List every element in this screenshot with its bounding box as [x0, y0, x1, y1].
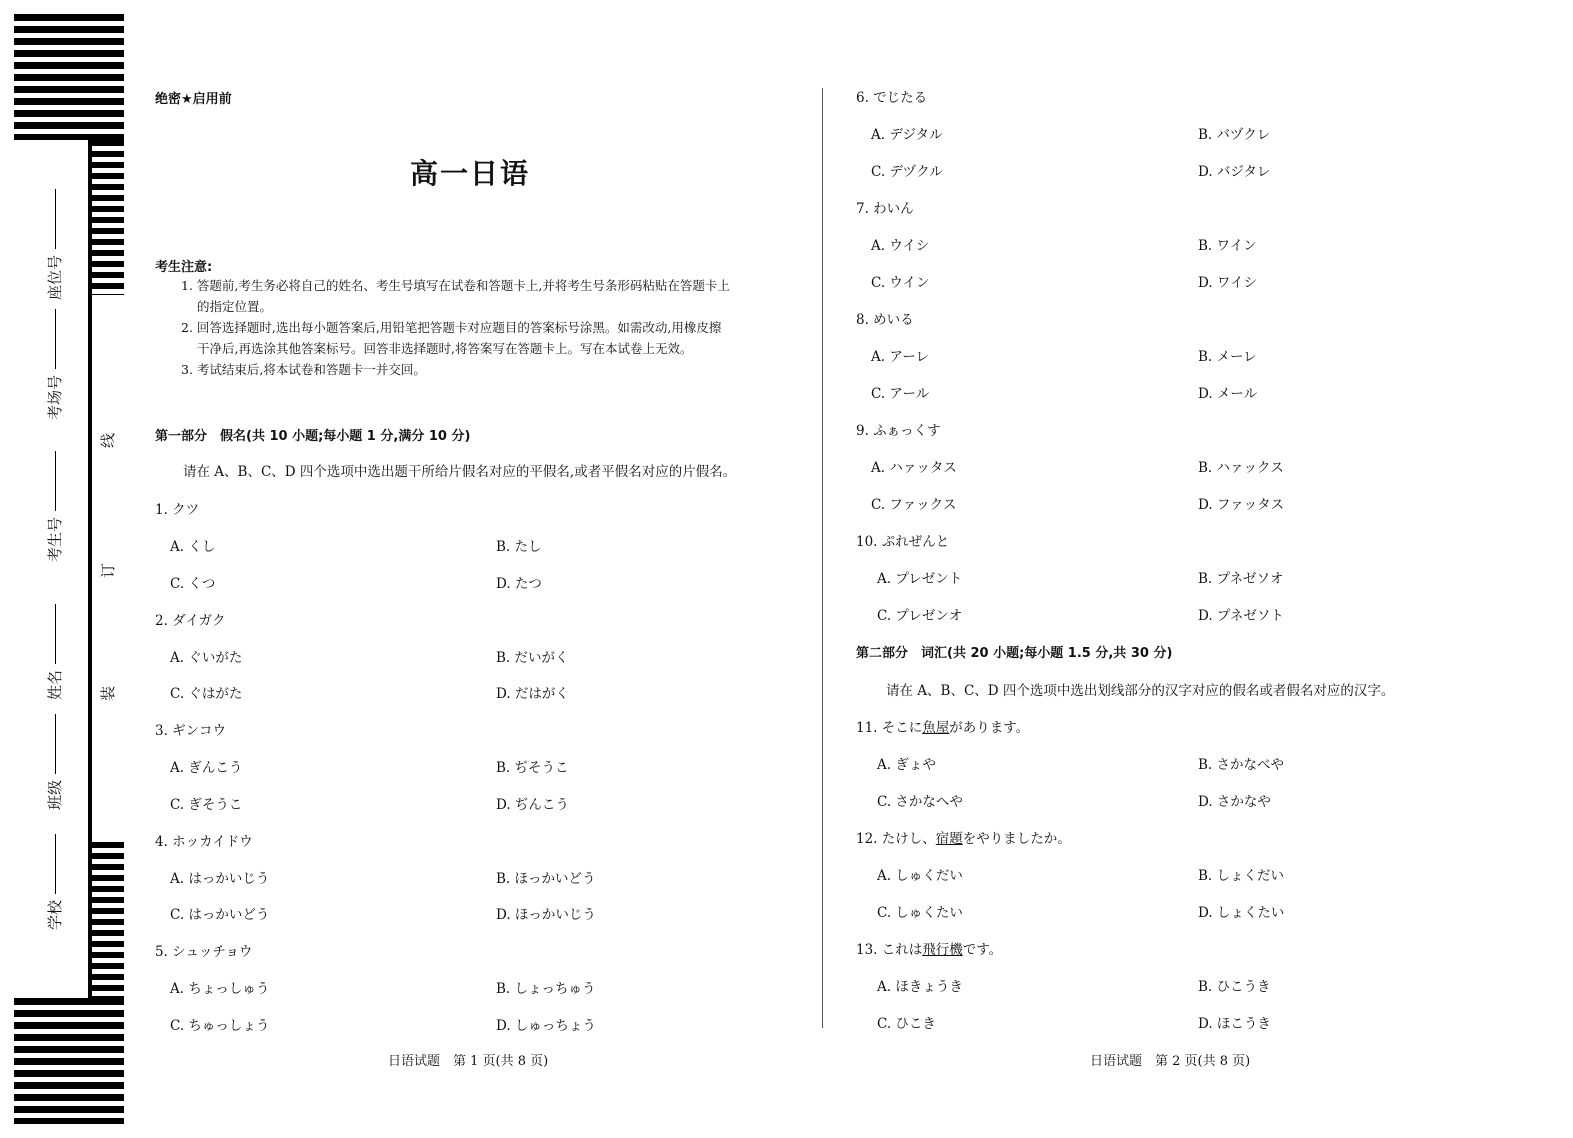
notice-line: 干净后,再选涂其他答案标号。回答非选择题时,将答案写在答题卡上。写在本试卷上无效。	[197, 341, 693, 356]
option-d[interactable]: D. しょくたい	[1198, 905, 1285, 921]
option-b[interactable]: B. バヅクレ	[1198, 127, 1271, 143]
option-b[interactable]: B. ぢそうこ	[496, 760, 569, 776]
option-a[interactable]: A. ハァッタス	[871, 460, 957, 476]
notice-line: 2. 回答选择题时,选出每小题答案后,用铅笔把答题卡对应题目的答案标号涂黑。如需改动,用橡皮擦	[181, 320, 722, 335]
option-a[interactable]: A. ちょっしゅう	[170, 981, 270, 997]
option-c[interactable]: C. くつ	[170, 576, 216, 592]
option-c[interactable]: C. さかなへや	[877, 794, 963, 810]
option-b[interactable]: B. しょくだい	[1198, 868, 1285, 884]
stem-text: 11. そこに	[856, 720, 923, 736]
option-c[interactable]: C. ウイン	[871, 275, 930, 291]
notice-line: 1. 答题前,考生务必将自己的姓名、考生号填写在试卷和答题卡上,并将考生号条形码粘贴在答题卡上	[181, 278, 730, 293]
option-b[interactable]: B. ひこうき	[1198, 979, 1271, 995]
option-b[interactable]: B. ほっかいどう	[496, 871, 596, 887]
question-stem: 4. ホッカイドウ	[155, 834, 253, 850]
underlined-word: 飛行機	[922, 942, 963, 958]
question-stem: 9. ふぁっくす	[856, 423, 941, 439]
binding-barcode-top	[14, 14, 124, 140]
option-a[interactable]: A. くし	[170, 539, 216, 555]
stem-text: です。	[962, 942, 1003, 958]
option-a[interactable]: A. ぐいがた	[170, 650, 243, 666]
option-d[interactable]: D. だはがく	[496, 686, 569, 702]
option-d[interactable]: D. ファッタス	[1198, 497, 1285, 513]
question-stem: 10. ぷれぜんと	[856, 534, 950, 550]
option-d[interactable]: D. ワイシ	[1198, 275, 1258, 291]
option-c[interactable]: C. ひこき	[877, 1016, 936, 1032]
option-b[interactable]: B. たし	[496, 539, 542, 555]
binding-barcode-bottom	[14, 998, 124, 1124]
option-d[interactable]: D. メール	[1198, 386, 1258, 402]
section-2-instructions: 请在 A、B、C、D 四个选项中选出划线部分的汉字对应的假名或者假名对应的汉字。	[886, 683, 1395, 699]
question-stem: 6. でじたる	[856, 90, 928, 106]
option-a[interactable]: A. ぎょや	[877, 757, 936, 773]
field-label: 考场号	[46, 374, 64, 420]
option-b[interactable]: B. ワイン	[1198, 238, 1257, 254]
underlined-word: 宿題	[935, 831, 963, 847]
question-stem: 1. クツ	[155, 502, 200, 518]
option-c[interactable]: C. ぐはがた	[170, 686, 243, 702]
option-a[interactable]: A. はっかいじう	[170, 871, 270, 887]
option-a[interactable]: A. ウイシ	[871, 238, 930, 254]
name-field[interactable]	[44, 604, 65, 700]
section-1-heading: 第一部分 假名(共 10 小题;每小题 1 分,满分 10 分)	[155, 429, 471, 444]
option-c[interactable]: C. はっかいどう	[170, 907, 270, 923]
notice-heading: 考生注意:	[155, 260, 213, 275]
page-2-footer: 日语试题 第 2 页(共 8 页)	[1090, 1054, 1251, 1069]
vocab-question-stem	[856, 938, 1002, 958]
option-d[interactable]: D. しゅっちょう	[496, 1018, 596, 1034]
stem-text: 12. たけし、	[856, 831, 936, 847]
field-label: 考生号	[46, 516, 64, 562]
candidate-number-field[interactable]	[44, 451, 65, 562]
section-1-instructions: 请在 A、B、C、D 四个选项中选出题干所给片假名对应的平假名,或者平假名对应的片假名。	[183, 464, 737, 480]
question-stem: 8. めいる	[856, 312, 914, 328]
field-label: 座位号	[46, 254, 64, 300]
option-a[interactable]: A. しゅくだい	[877, 868, 963, 884]
option-a[interactable]: A. デジタル	[871, 127, 943, 143]
option-d[interactable]: D. ぢんこう	[496, 797, 569, 813]
option-c[interactable]: C. ファックス	[871, 497, 957, 513]
binding-barcode-inner-bottom	[92, 842, 124, 998]
section-2-heading: 第二部分 词汇(共 20 小题;每小题 1.5 分,共 30 分)	[856, 646, 1173, 661]
cut-mark-bind: 装	[99, 685, 118, 702]
option-d[interactable]: D. ほこうき	[1198, 1016, 1271, 1032]
exam-room-field[interactable]	[44, 309, 65, 420]
question-stem: 2. ダイガク	[155, 613, 226, 629]
option-b[interactable]: B. さかなべや	[1198, 757, 1285, 773]
option-c[interactable]: C. プレゼンオ	[877, 608, 963, 624]
binding-barcode-inner-top	[92, 140, 124, 295]
option-d[interactable]: D. バジタレ	[1198, 164, 1271, 180]
cut-mark-staple: 订	[99, 562, 118, 579]
class-field[interactable]	[44, 714, 65, 810]
page-title: 高一日语	[410, 157, 531, 190]
option-c[interactable]: C. ぎそうこ	[170, 797, 243, 813]
confidential-mark: 绝密★启用前	[155, 92, 232, 107]
option-b[interactable]: B. プネゼソオ	[1198, 571, 1284, 587]
option-b[interactable]: B. だいがく	[496, 650, 569, 666]
option-d[interactable]: D. さかなや	[1198, 794, 1271, 810]
field-label: 班级	[46, 779, 64, 810]
option-a[interactable]: A. ぎんこう	[170, 760, 243, 776]
option-d[interactable]: D. たつ	[496, 576, 542, 592]
option-a[interactable]: A. アーレ	[871, 349, 930, 365]
stem-text: をやりましたか。	[962, 831, 1071, 847]
cut-mark-line: 线	[99, 432, 118, 449]
notice-line: 的指定位置。	[197, 299, 273, 314]
question-stem: 5. シュッチョウ	[155, 944, 253, 960]
question-stem: 7. わいん	[856, 201, 914, 217]
page-1-footer: 日语试题 第 1 页(共 8 页)	[388, 1054, 549, 1069]
option-c[interactable]: C. アール	[871, 386, 930, 402]
field-label: 姓名	[46, 669, 64, 700]
stem-text: があります。	[949, 720, 1030, 736]
underlined-word: 魚屋	[922, 720, 950, 736]
vocab-question-stem	[856, 716, 1029, 736]
option-b[interactable]: B. メーレ	[1198, 349, 1257, 365]
option-c[interactable]: C. ちゅっしょう	[170, 1018, 270, 1034]
option-d[interactable]: D. プネゼソト	[1198, 608, 1284, 624]
school-field[interactable]	[44, 834, 65, 930]
page-divider	[822, 88, 823, 1028]
stem-text: 13. これは	[856, 942, 923, 958]
option-c[interactable]: C. しゅくたい	[877, 905, 963, 921]
vocab-question-stem	[856, 827, 1071, 847]
option-d[interactable]: D. ほっかいじう	[496, 907, 596, 923]
seat-number-field[interactable]	[44, 189, 65, 300]
notice-line: 3. 考试结束后,将本试卷和答题卡一并交回。	[181, 362, 426, 377]
option-b[interactable]: B. ハァックス	[1198, 460, 1284, 476]
option-c[interactable]: C. デヅクル	[871, 164, 943, 180]
option-a[interactable]: A. プレゼント	[877, 571, 963, 587]
option-a[interactable]: A. ほきょうき	[877, 979, 963, 995]
field-label: 学校	[46, 899, 64, 930]
option-b[interactable]: B. しょっちゅう	[496, 981, 596, 997]
question-stem: 3. ギンコウ	[155, 723, 227, 739]
